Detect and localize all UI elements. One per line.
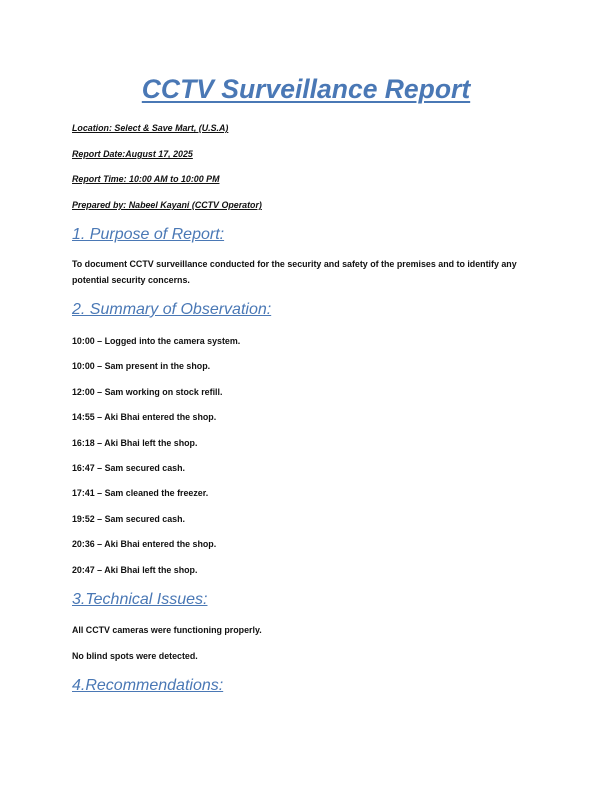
observation-item: 16:18 – Aki Bhai left the shop. xyxy=(72,438,198,448)
observation-item: 20:47 – Aki Bhai left the shop. xyxy=(72,565,198,575)
observation-item: 12:00 – Sam working on stock refill. xyxy=(72,387,223,397)
observation-item: 20:36 – Aki Bhai entered the shop. xyxy=(72,539,217,549)
purpose-heading: 1. Purpose of Report: xyxy=(72,226,225,243)
report-title: CCTV Surveillance Report xyxy=(141,74,471,104)
purpose-text: To document CCTV surveillance conducted for the security and safety of the premises and to identify any potential security concerns. xyxy=(72,259,517,285)
observation-item: 10:00 – Sam present in the shop. xyxy=(72,361,211,371)
location-line: Location: Select & Save Mart, (U.S.A) xyxy=(72,123,229,133)
technical-heading: 3.Technical Issues: xyxy=(72,591,208,608)
technical-line: All CCTV cameras were functioning properly. xyxy=(72,625,262,635)
recommendations-heading: 4.Recommendations: xyxy=(72,677,224,694)
observation-item: 17:41 – Sam cleaned the freezer. xyxy=(72,488,209,498)
summary-heading: 2. Summary of Observation: xyxy=(72,301,272,318)
report-time-line: Report Time: 10:00 AM to 10:00 PM xyxy=(72,174,220,184)
observation-item: 10:00 – Logged into the camera system. xyxy=(72,336,241,346)
observation-item: 19:52 – Sam secured cash. xyxy=(72,514,185,524)
observation-item: 16:47 – Sam secured cash. xyxy=(72,463,185,473)
report-date-line: Report Date:August 17, 2025 xyxy=(72,149,193,159)
prepared-by-line: Prepared by: Nabeel Kayani (CCTV Operator) xyxy=(72,200,262,210)
observation-item: 14:55 – Aki Bhai entered the shop. xyxy=(72,412,217,422)
technical-line: No blind spots were detected. xyxy=(72,651,198,661)
